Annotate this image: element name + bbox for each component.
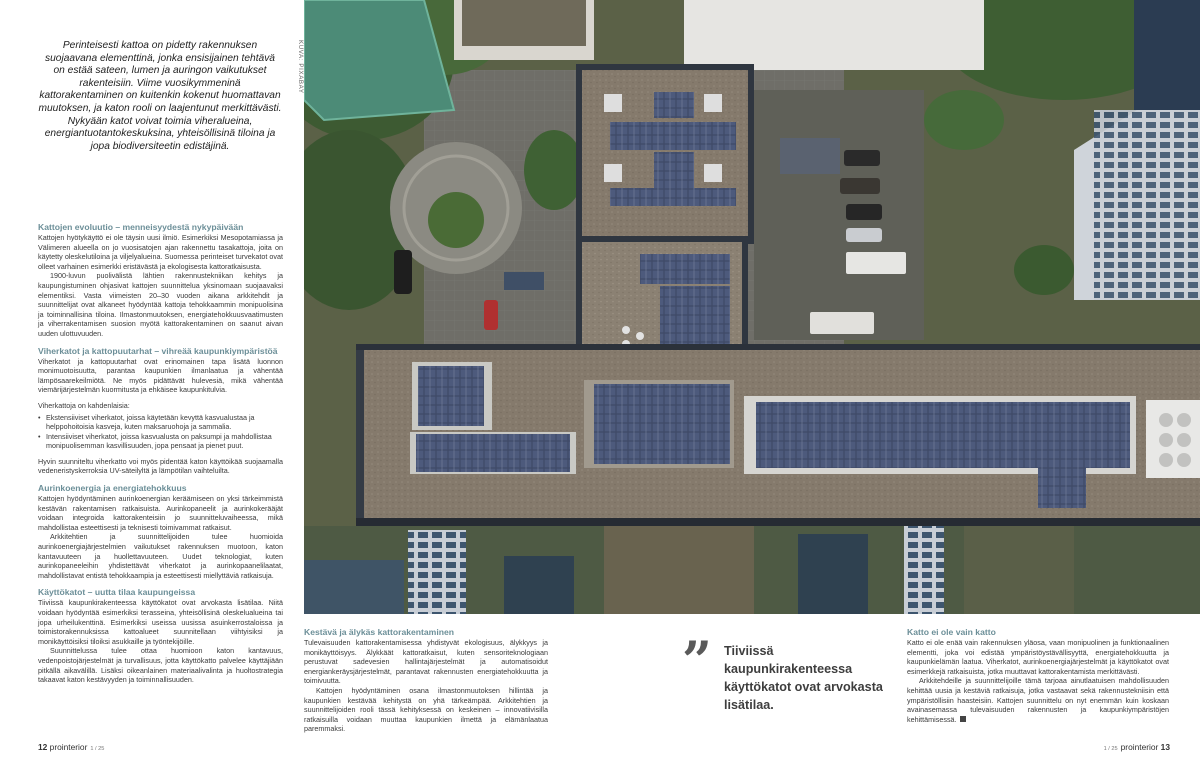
aerial-photo-illustration <box>304 0 1200 614</box>
page-number: 13 <box>1160 742 1170 752</box>
intro-text: Perinteisesti kattoa on pidetty rakennuksen suojaavana elementtinä, jonka ensisijainen tehtävä on estää sateen, lumen ja auringon vaikutukset rakenteisiin. Viime vuosikymmeninä kattorakentaminen on kuitenkin kokenut huomattavan muutoksen, ja katon rooli on laajentunut merkittävästi. Nykyään katot voivat toimia viheralueina, energiantuotantokeskuksina, yhteisöllisinä tiloina ja jopa biodiversiteetin edistäjinä. <box>38 40 282 152</box>
paragraph: Hyvin suunniteltu viherkatto voi myös pidentää katon käyttöikää suojaamalla vedeneristyskerroksia UV-säteilyltä ja lämpötilan vaihteluilta. <box>38 456 283 476</box>
paragraph: Arkkitehtien ja suunnittelijoiden tulee huomioida aurinkoenergiajärjestelmien vaikutukset rakennuksen muotoon, katon kantavuuteen ja huollettavuuteen. Uudet teknologiat, kuten aurinkopaneeleihin yhdistettävät viherkatot ja aurinkopaanelilaatat, mahdollistavat entistä tehokkaampia ja esteettisesti miellyttäviä ratkaisuja. <box>38 532 283 580</box>
left-column <box>38 222 283 685</box>
paragraph: 1900-luvun puolivälistä lähtien rakennustekniikan kehitys ja kaupungistuminen ohjasivat kattojen suunnittelua yksinomaan suojaavaksi elementiksi. Vasta viimeisten 20–30 vuoden aikana arkkitehdit ja suunnittelijat ovat alkaneet hyödyntää kattoja tehokkaammin monipuolisina ja toiminnallisina tiloina. Ilmastonmuutoksen, energiatehokkuusvaatimusten ja viherrakentamisen suosion myötä kattorakentaminen on saanut aivan uuden ulottuvuuden. <box>38 271 283 338</box>
paragraph: Viherkatot ja kattopuutarhat ovat erinomainen tapa lisätä luonnon monimuotoisuutta, parantaa kaupunkien ilmanlaatua ja vähentää lämpösaarekeilmiötä. Ne myös pidättävät hulevesiä, mikä vähentää viemärijärjestelmän kuormitusta ja ehkäisee kaupunkitulvia. <box>38 356 283 395</box>
section-heading: Kestävä ja älykäs kattorakentaminen <box>304 627 454 637</box>
section-heading: Viherkatot ja kattopuutarhat – vihreää kaupunkiympäristöä <box>38 345 278 356</box>
paragraph: Tiiviissä kaupunkirakenteessa käyttökatot ovat arvokasta lisätilaa. Niitä voidaan hyödyntää esimerkiksi terasseina, yhteisöllisinä oleskelualueina tai jopa urheilukenttinä. Esimerkiksi useissa uusissa asuinkerrostaloissa ja toimistorakennuksissa kattoalueet suunnitellaan viihtyisiksi ja monikäyttöisiksi tiloiksi asukkaille ja työntekijöille. <box>38 598 283 646</box>
middle-column <box>304 627 548 734</box>
paragraph: Kattojen hyödyntäminen osana ilmastonmuutoksen hillintää ja kaupunkien kestävää kehitystä on yhä tärkeämpää. Arkkitehtien ja suunnittelijoiden rooli tässä kehityksessä on keskeinen – innovatiivisilla ratkaisuilla voidaan muuttaa kaupunkien ilmettä ja elämänlaatua paremmaksi. <box>304 685 548 734</box>
section-heading: Aurinkoenergia ja energiatehokkuus <box>38 483 187 494</box>
end-mark-icon <box>960 716 966 722</box>
paragraph: Viherkattoja on kahdenlaisia: <box>38 400 130 410</box>
paragraph: Suunnittelussa tulee ottaa huomioon katon kantavuus, vedenpoistojärjestelmät ja turvallisuus, jotta käyttökatto palvelee käyttäjiään pitkällä aikavälillä. Lisäksi oikeanlainen materiaalivalinta ja huoltostrategia takaavat katon kestävyyden ja toiminnallisuuden. <box>38 646 283 685</box>
section-heading: Katto ei ole vain katto <box>907 627 996 637</box>
photo-credit: KUVA: PIXABAY <box>297 40 304 94</box>
section-heading: Kattojen evoluutio – menneisyydestä nykypäivään <box>38 222 244 232</box>
folio-right <box>1104 742 1170 752</box>
folio-left <box>38 742 104 752</box>
aerial-rooftop-photo <box>304 0 1200 614</box>
paragraph: Kattojen hyödyntäminen aurinkoenergian keräämiseen on yksi tärkeimmistä kestävän rakentamisen ratkaisuista. Aurinkopaneelit ja aurinkokerääjät voidaan integroida kattorakenteisiin jo suunnitteluvaiheessa, mikä mahdollistaa esteettisesti ja teknisesti toimivammat ratkaisut. <box>38 494 283 532</box>
list-item: • Ekstensiiviset viherkatot, joissa käytetään kevyttä kasvualustaa ja helppohoitoisia kasveja, kuten maksaruohoja ja sammalia. <box>38 413 283 432</box>
quote-mark-icon: ” <box>682 631 712 692</box>
list-item: • Intensiiviset viherkatot, joissa kasvualusta on paksumpi ja mahdollistaa monipuolisemman kasvillisuuden, jopa pensaat ja pienet puut. <box>38 432 283 451</box>
paragraph <box>907 676 1169 724</box>
paragraph: Katto ei ole enää vain rakennuksen yläosa, vaan monipuolinen ja funktionaalinen elementti, joka voi edistää ympäristöystävällisyyttä, energiatehokkuutta ja kaupunkielämän laatua. Viherkatot, aurinkoenergiajärjestelmät ja käyttökatot ovat esimerkkejä ratkaisuista, jotka muuttavat kattorakentamista merkittävästi. <box>907 638 1169 676</box>
right-column <box>907 627 1169 724</box>
issue-number: 1 / 25 <box>1103 746 1118 752</box>
magazine-name: prointerior <box>1120 742 1159 752</box>
paragraph-text: Arkkitehdeille ja suunnittelijoille tämä tarjoaa ainutlaatuisen mahdollisuuden kehittää uusia ja kestäviä ratkaisuja, jotka vastaavat sekä rakennustekniisin että ympäristöllisiin haasteisiin. Kattojen suunnittelu on nyt enemmän kuin koskaan avainasemassa tulevaisuuden rakennusten ja kaupunkiympäristöjen kehittämisessä. <box>907 676 1169 724</box>
paragraph: Kattojen hyötykäyttö ei ole täysin uusi ilmiö. Esimerkiksi Mesopotamiassa ja Välimeren alueella on jo vuosisatojen ajan rakennettu tasakattoja, joita on käytetty oleskelutiloina ja viljelyalueina. Suomessa perinteiset turvekatot ovat olleet varhainen esimerkki eristävästä ja ekologisesta kattoratkaisusta. <box>38 233 283 271</box>
page-number: 12 <box>38 742 48 752</box>
magazine-name: prointerior <box>49 742 88 752</box>
issue-number: 1 / 25 <box>90 746 105 752</box>
section-heading: Käyttökatot – uutta tilaa kaupungeissa <box>38 587 196 598</box>
bullet-list <box>38 413 283 451</box>
quote-text: Tiiviissä kaupunkirakenteessa käyttökatot ovat arvokasta lisätilaa. <box>724 644 883 712</box>
paragraph: Tulevaisuuden kattorakentamisessa yhdistyvät ekologisuus, älykkyys ja monikäyttöisyys. Älykkäät kattoratkaisut, kuten sensoriteknologiaan perustuvat sadevesien hallintajärjestelmät ja automatisoidut energiankeräysjärjestelmät, parantavat rakennusten energiatehokkuutta ja toimivuutta. <box>304 638 548 686</box>
